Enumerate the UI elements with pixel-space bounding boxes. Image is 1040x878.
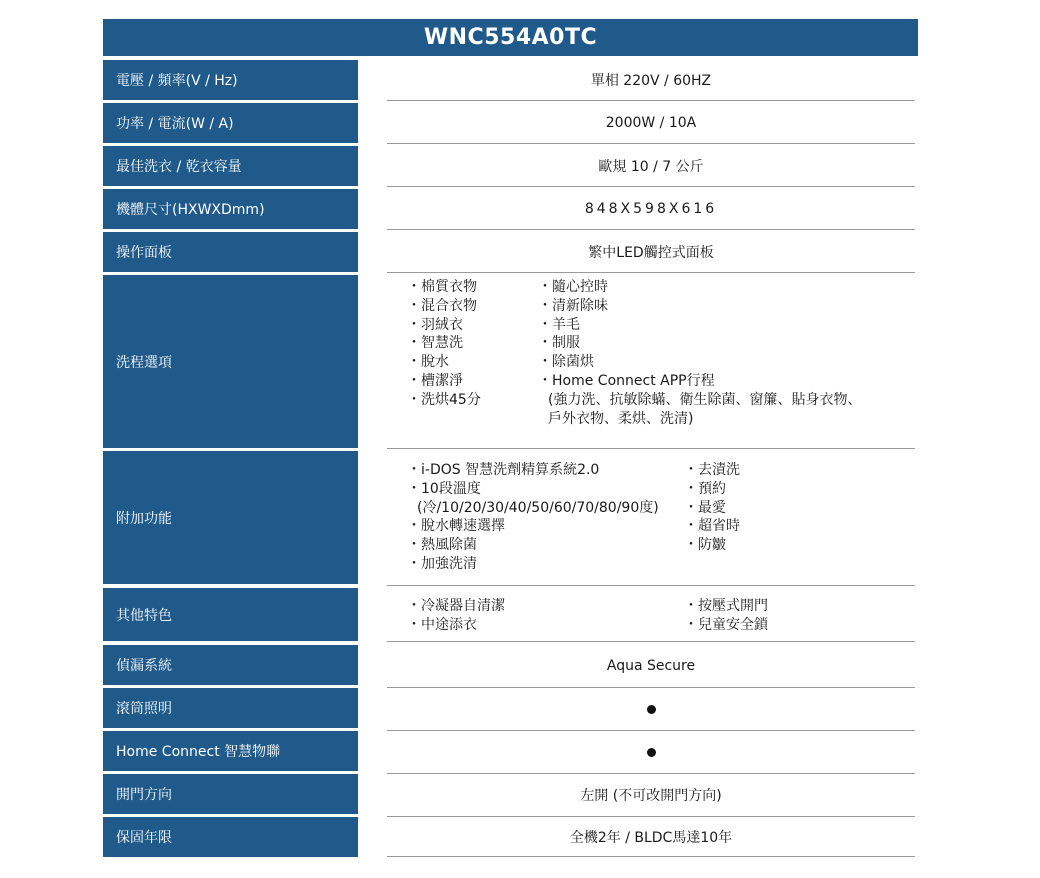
value-voltage: 單相 220V / 60HZ <box>387 60 915 101</box>
program-item: ・除菌烘 <box>538 354 594 371</box>
label-capacity: 最佳洗衣 / 乾衣容量 <box>103 146 358 186</box>
label-power: 功率 / 電流(W / A) <box>103 103 358 143</box>
model-title: WNC554A0TC <box>103 19 918 56</box>
value-size: 848X598X616 <box>387 189 915 230</box>
label-leak: 偵漏系統 <box>103 645 358 685</box>
value-panel: 繁中LED觸控式面板 <box>387 232 915 273</box>
program-item: ・棉質衣物 <box>407 279 477 295</box>
value-drum-light <box>387 688 915 731</box>
other-item: ・中途添衣 <box>407 616 477 633</box>
extra-item: ・脫水轉速選擇 <box>407 518 505 535</box>
label-panel: 操作面板 <box>103 232 358 272</box>
supported-dot-icon <box>647 705 656 714</box>
label-door: 開門方向 <box>103 774 358 814</box>
value-power: 2000W / 10A <box>387 103 915 144</box>
other-item: ・兒童安全鎖 <box>684 616 768 633</box>
other-item: ・按壓式開門 <box>684 598 768 614</box>
program-item: ・清新除味 <box>538 297 608 314</box>
program-item-note: (強力洗、抗敏除蟎、衛生除菌、窗簾、貼身衣物、 <box>548 391 862 408</box>
other-item: ・冷凝器自清潔 <box>407 598 505 614</box>
program-item: ・隨心控時 <box>538 279 608 295</box>
label-other: 其他特色 <box>103 588 358 641</box>
extra-item: ・超省時 <box>684 518 740 535</box>
supported-dot-icon <box>647 748 656 757</box>
programs-list-right <box>538 278 861 428</box>
extra-item: ・加強洗清 <box>407 555 477 572</box>
label-home-connect: Home Connect 智慧物聯 <box>103 731 358 771</box>
extra-item: ・熱風除菌 <box>407 537 477 554</box>
program-item: ・羽絨衣 <box>407 316 463 333</box>
label-extras: 附加功能 <box>103 451 358 584</box>
program-item: ・洗烘45分 <box>407 391 481 408</box>
extra-item: ・最愛 <box>684 499 726 516</box>
program-item: ・混合衣物 <box>407 297 477 314</box>
program-item: ・Home Connect APP行程 <box>538 372 715 389</box>
extra-item: ・防皺 <box>684 537 726 554</box>
label-drum-light: 滾筒照明 <box>103 688 358 728</box>
label-warranty: 保固年限 <box>103 817 358 857</box>
value-door: 左開 (不可改開門方向) <box>387 774 915 817</box>
program-item: ・羊毛 <box>538 316 580 333</box>
label-programs: 洗程選項 <box>103 275 358 448</box>
value-capacity: 歐規 10 / 7 公斤 <box>387 146 915 187</box>
program-item: ・槽潔淨 <box>407 372 463 389</box>
label-voltage: 電壓 / 頻率(V / Hz) <box>103 60 358 100</box>
value-home-connect <box>387 731 915 774</box>
programs-list-left <box>407 278 481 410</box>
other-list-right <box>684 597 768 635</box>
extra-item: ・預約 <box>684 480 726 497</box>
program-item: ・脫水 <box>407 354 449 371</box>
extras-list-left <box>407 461 659 574</box>
extra-item: ・去漬洗 <box>684 462 740 478</box>
extra-item-note: (冷/10/20/30/40/50/60/70/80/90度) <box>417 499 659 516</box>
program-item-note: 戶外衣物、柔烘、洗清) <box>548 410 694 427</box>
value-leak: Aqua Secure <box>387 645 915 688</box>
extras-list-right <box>684 461 740 555</box>
value-warranty: 全機2年 / BLDC馬達10年 <box>387 817 915 857</box>
extra-item: ・i-DOS 智慧洗劑精算系統2.0 <box>407 462 600 478</box>
program-item: ・制服 <box>538 335 580 352</box>
other-list-left <box>407 597 505 635</box>
label-size: 機體尺寸(HXWXDmm) <box>103 189 358 229</box>
program-item: ・智慧洗 <box>407 335 463 352</box>
extra-item: ・10段溫度 <box>407 480 481 497</box>
